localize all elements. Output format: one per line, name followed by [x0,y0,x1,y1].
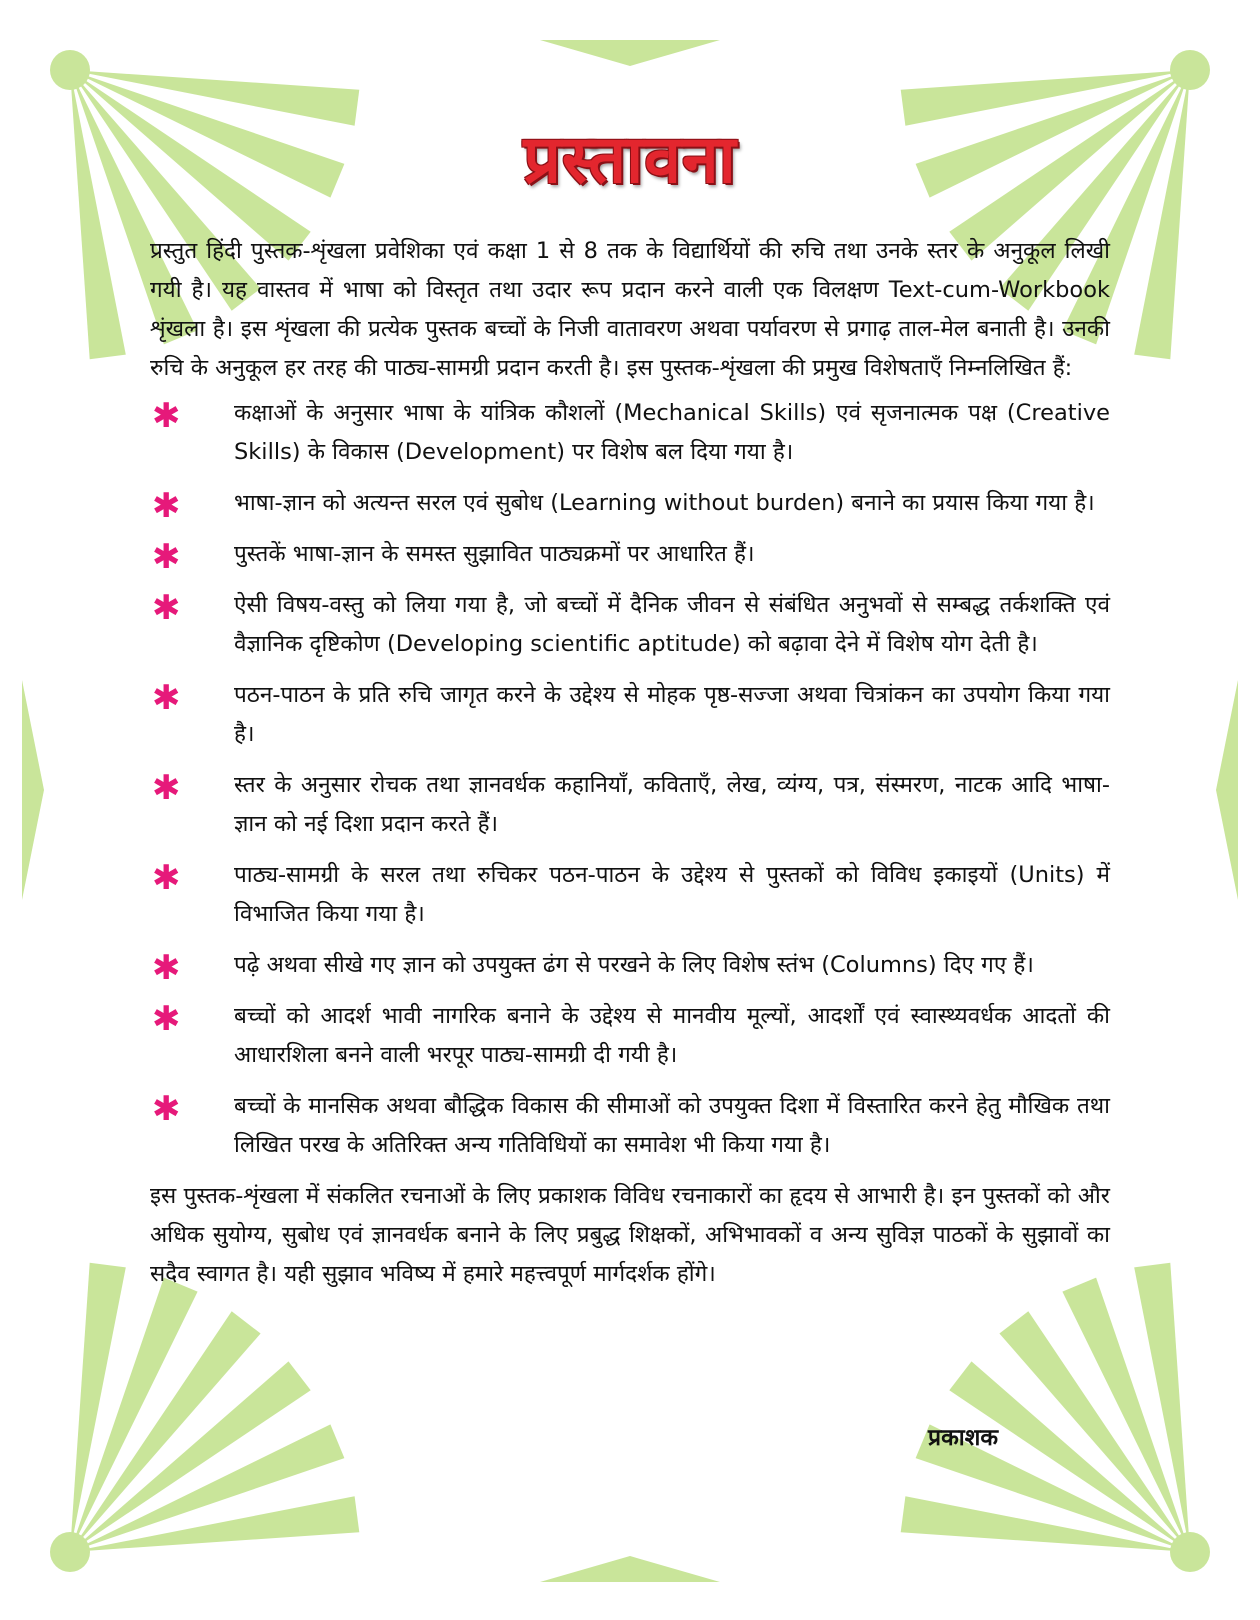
list-item [150,1087,1110,1165]
feature-text: स्तर के अनुसार रोचक तथा ज्ञानवर्धक कहानियाँ, कविताएँ, लेख, व्यंग्य, पत्र, संस्मरण, नाटक आदि भाषा-ज्ञान को नई दिशा प्रदान करते हैं। [234,772,1110,837]
corner-sunburst-bottom-left [50,1263,359,1572]
asterisk-bullet-icon: ✱ [152,537,181,577]
asterisk-bullet-icon: ✱ [152,948,181,988]
preface-body [150,232,1110,1294]
list-item [150,997,1110,1075]
corner-sunburst-bottom-right [901,1263,1210,1572]
feature-text: पठन-पाठन के प्रति रुचि जागृत करने के उद्देश्य से मोहक पृष्ठ-सज्जा अथवा चित्रांकन का उपयोग किया गया है। [234,682,1110,747]
list-item [150,586,1110,664]
edge-ornament-left [22,680,44,900]
feature-text: कक्षाओं के अनुसार भाषा के यांत्रिक कौशलों (Mechanical Skills) एवं सृजनात्मक पक्ष (Creative Skills) के विकास (Development) पर विशेष बल दिया गया है। [234,400,1110,465]
edge-ornament-bottom [540,1556,720,1582]
list-item [150,535,1110,577]
edge-ornament-right [1216,680,1238,900]
asterisk-bullet-icon: ✱ [152,588,181,628]
asterisk-bullet-icon: ✱ [152,396,181,436]
asterisk-bullet-icon: ✱ [152,858,181,898]
closing-paragraph: इस पुस्तक-शृंखला में संकलित रचनाओं के लिए प्रकाशक विविध रचनाकारों का हृदय से आभारी है। इन पुस्तकों को और अधिक सुयोग्य, सुबोध एवं ज्ञानवर्धक बनाने के लिए प्रबुद्ध शिक्षकों, अभिभावकों व अन्य सुविज्ञ पाठकों के सुझावों का सदैव स्वागत है। यही सुझाव भविष्य में हमारे महत्त्वपूर्ण मार्गदर्शक होंगे। [150,1183,1110,1287]
asterisk-bullet-icon: ✱ [152,999,181,1039]
asterisk-bullet-icon: ✱ [152,1089,181,1129]
feature-text: पाठ्य-सामग्री के सरल तथा रुचिकर पठन-पाठन के उद्देश्य से पुस्तकों को विविध इकाइयों (Units) में विभाजित किया गया है। [234,862,1110,927]
corner-circle [50,50,90,90]
list-item [150,394,1110,472]
list-item [150,484,1110,526]
corner-circle [1170,50,1210,90]
feature-text: बच्चों के मानसिक अथवा बौद्धिक विकास की सीमाओं को उपयुक्त दिशा में विस्तारित करने हेतु मौखिक तथा लिखित परख के अतिरिक्त अन्य गतिविधियों का समावेश भी किया गया है। [234,1093,1110,1158]
list-item [150,766,1110,844]
asterisk-bullet-icon: ✱ [152,486,181,526]
asterisk-bullet-icon: ✱ [152,768,181,808]
list-item [150,676,1110,754]
feature-text: पढ़े अथवा सीखे गए ज्ञान को उपयुक्त ढंग से परखने के लिए विशेष स्तंभ (Columns) दिए गए हैं। [234,952,1034,978]
publisher-signature: प्रकाशक [927,1425,998,1451]
list-item [150,856,1110,934]
sunburst-ray [70,1496,359,1552]
feature-list [150,394,1110,1165]
feature-text: बच्चों को आदर्श भावी नागरिक बनाने के उद्देश्य से मानवीय मूल्यों, आदर्शों एवं स्वास्थ्यवर्धक आदतों की आधारशिला बनने वाली भरपूर पाठ्य-सामग्री दी गयी है। [234,1003,1110,1068]
page-title: प्रस्तावना [523,121,737,198]
list-item [150,946,1110,988]
sunburst-ray [70,1263,126,1552]
feature-text: भाषा-ज्ञान को अत्यन्त सरल एवं सुबोध (Learning without burden) बनाने का प्रयास किया गया है। [234,490,1095,516]
sunburst-ray [901,1496,1190,1552]
corner-circle [1170,1532,1210,1572]
feature-text: पुस्तकें भाषा-ज्ञान के समस्त सुझावित पाठ्यक्रमों पर आधारित हैं। [234,541,755,567]
edge-ornament-top [540,40,720,66]
corner-circle [50,1532,90,1572]
intro-paragraph: प्रस्तुत हिंदी पुस्तक-शृंखला प्रवेशिका एवं कक्षा 1 से 8 तक के विद्यार्थियों की रुचि तथा उनके स्तर के अनुकूल लिखी गयी है। यह वास्तव में भाषा को विस्तृत तथा उदार रूप प्रदान करने वाली एक विलक्षण Text-cum-Workbook शृंखला है। इस शृंखला की प्रत्येक पुस्तक बच्चों के निजी वातावरण अथवा पर्यावरण से प्रगाढ़ ताल-मेल बनाती है। उनकी रुचि के अनुकूल हर तरह की पाठ्य-सामग्री प्रदान करती है। इस पुस्तक-शृंखला की प्रमुख विशेषताएँ निम्नलिखित हैं: [150,238,1110,381]
sunburst-ray [1134,1263,1190,1552]
feature-text: ऐसी विषय-वस्तु को लिया गया है, जो बच्चों में दैनिक जीवन से संबंधित अनुभवों से सम्बद्ध तर्कशक्ति एवं वैज्ञानिक दृष्टिकोण (Developing scientific aptitude) को बढ़ावा देने में विशेष योग देती है। [234,592,1110,657]
asterisk-bullet-icon: ✱ [152,678,181,718]
